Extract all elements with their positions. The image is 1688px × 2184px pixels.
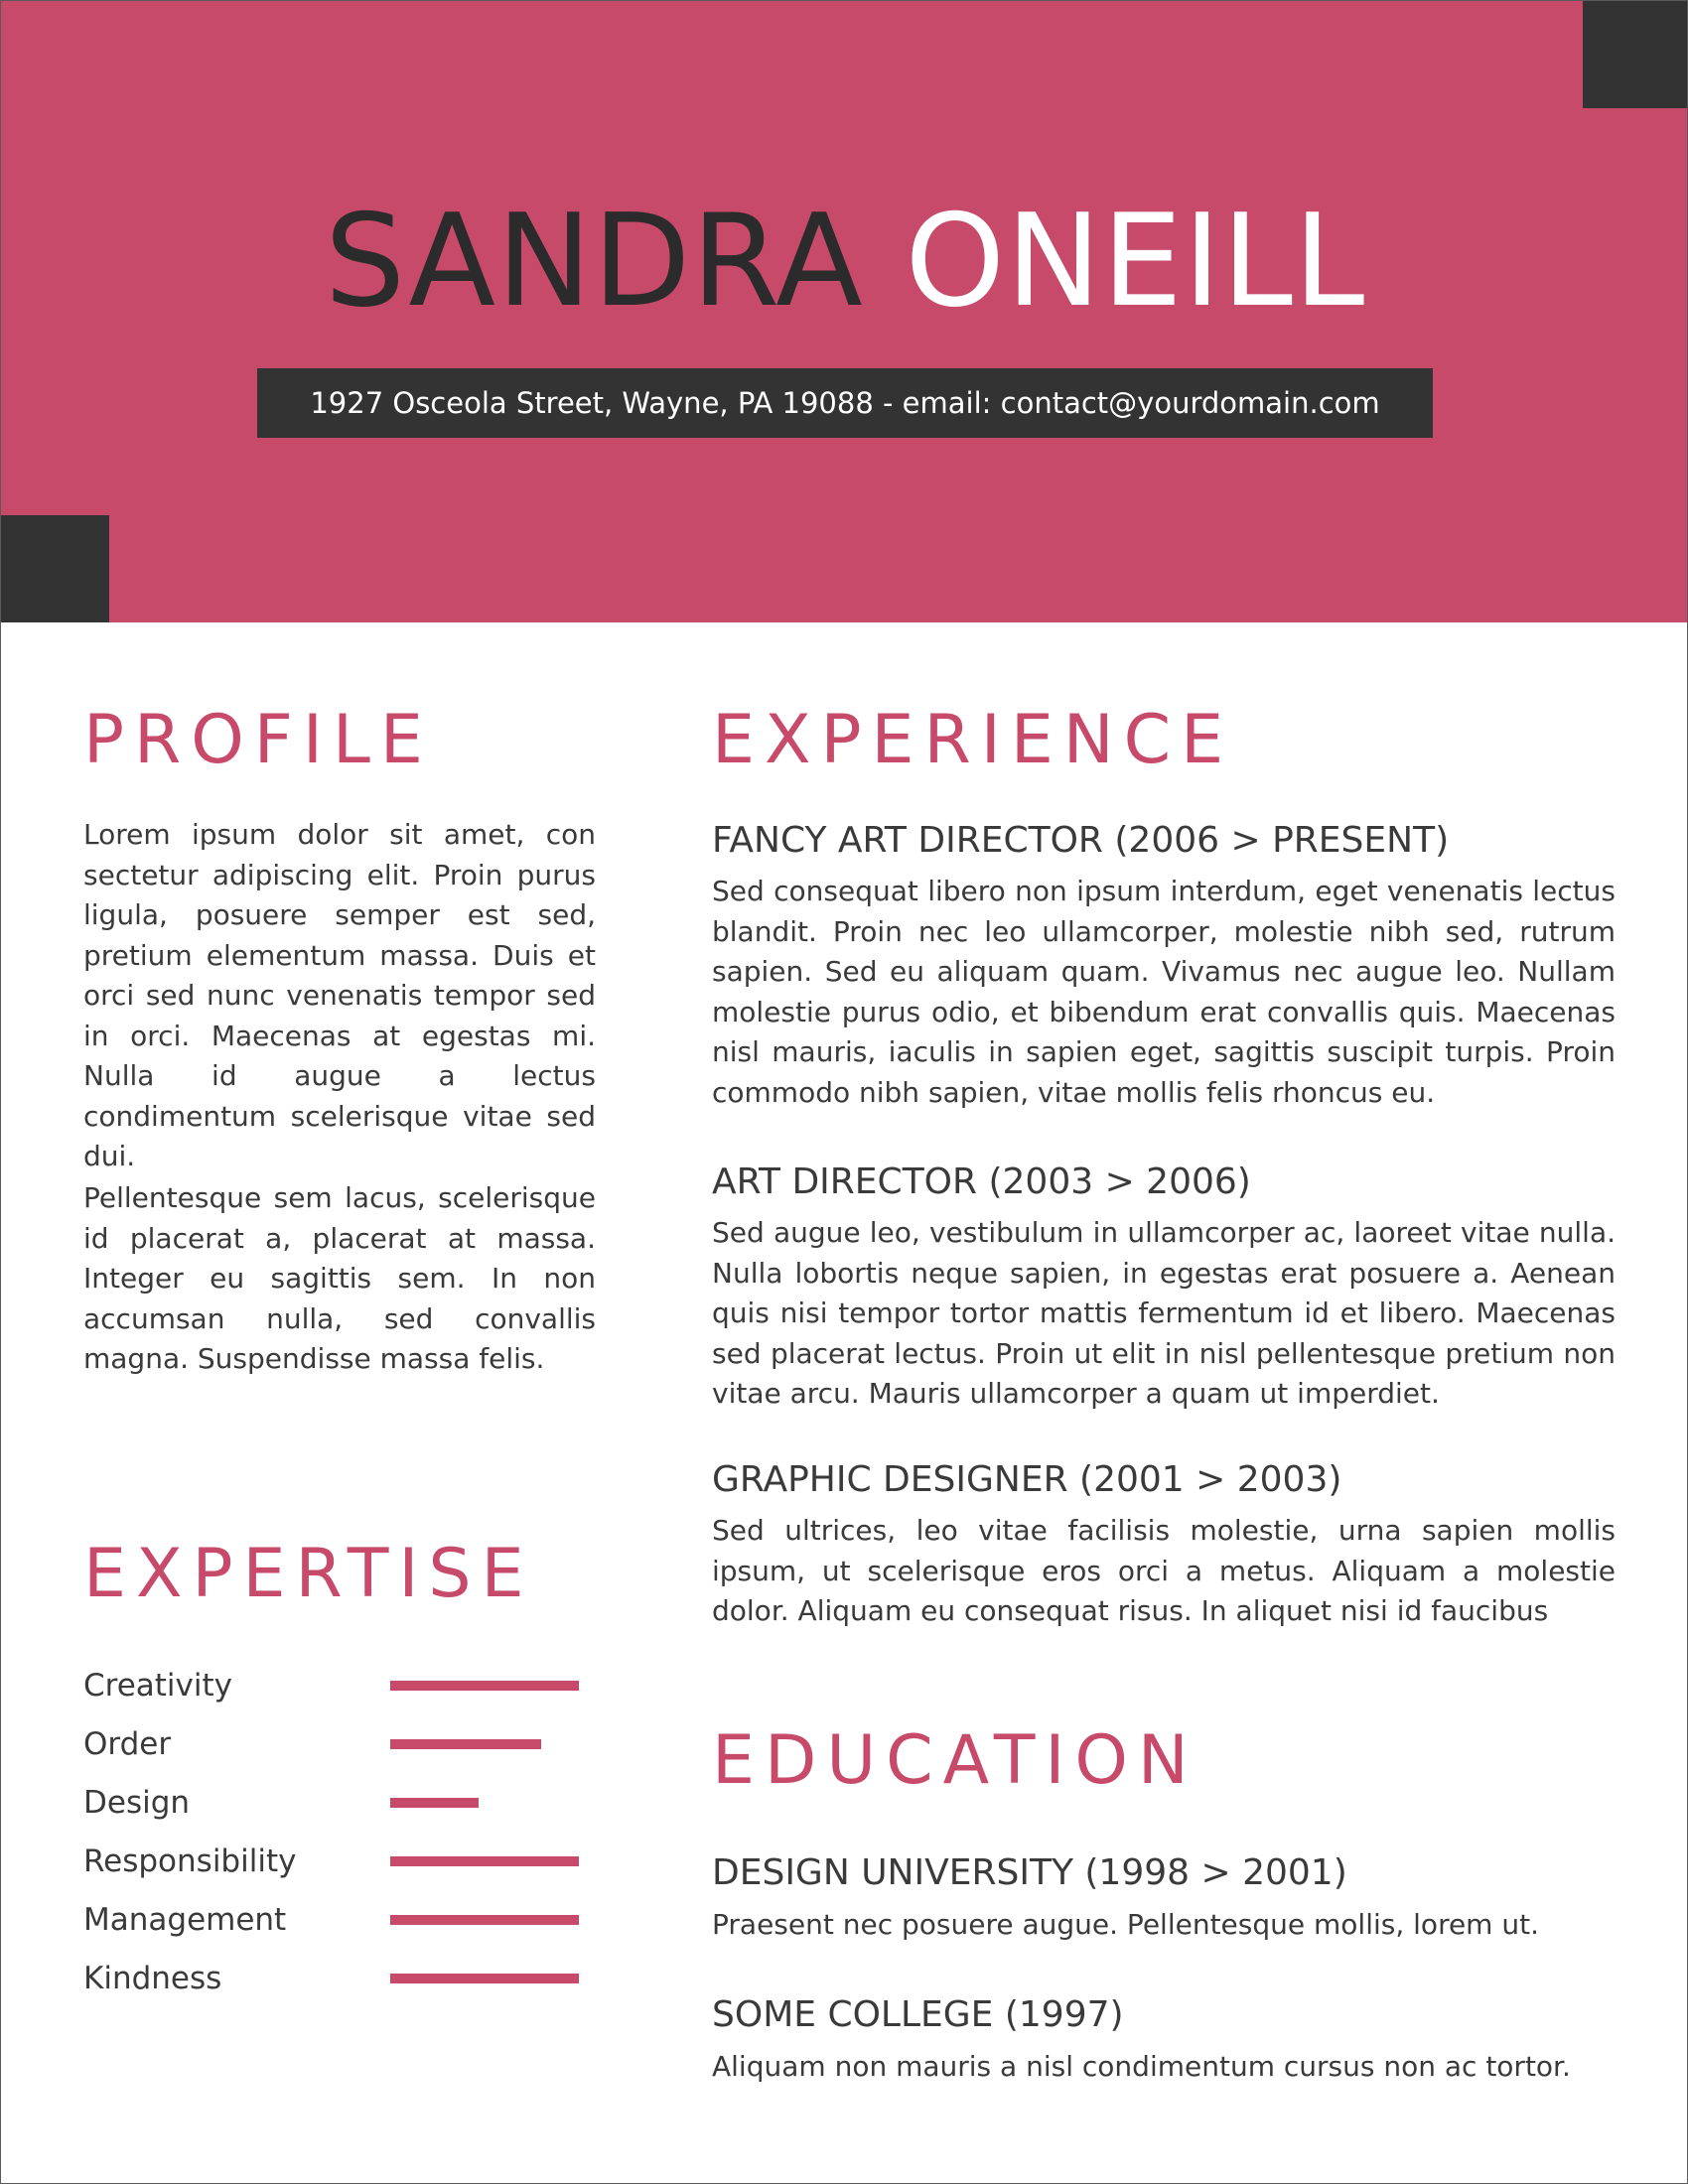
experience-title: EXPERIENCE: [712, 701, 1234, 779]
corner-block-top-right: [1583, 1, 1688, 108]
school-title: DESIGN UNIVERSITY (1998 > 2001): [712, 1852, 1347, 1893]
job-title: FANCY ART DIRECTOR (2006 > PRESENT): [712, 820, 1450, 861]
expertise-level-bar: [390, 1856, 579, 1866]
corner-block-bottom-left: [1, 515, 109, 622]
expertise-item: [83, 1893, 600, 1952]
expertise-level-bar: [390, 1739, 541, 1749]
job-title: ART DIRECTOR (2003 > 2006): [712, 1161, 1251, 1202]
job-description: Sed consequat libero non ipsum interdum, eget venenatis lectus blandit. Proin nec leo ullamcorper, molestie nibh sed, rutrum sapien. Sed eu aliquam quam. Vivamus nec augue leo. Nullam molestie purus odio, et bibendum erat convallis quis. Maecenas nisl mauris, iaculis in sapien eget, sagittis suscipit turpis. Proin commodo nibh sapien, vitae mollis felis rhoncus eu.: [712, 875, 1616, 1109]
profile-paragraph-2: Pellentesque sem lacus, scelerisque id placerat a, placerat at massa. Integer eu sagittis sem. In non accumsan nulla, sed convallis magna. Suspendisse massa felis.: [83, 1181, 596, 1375]
expertise-level-bar: [390, 1681, 579, 1691]
last-name: ONEILL: [905, 188, 1366, 336]
expertise-label: Design: [83, 1785, 191, 1821]
expertise-level-bar: [390, 1915, 579, 1925]
expertise-item: [83, 1776, 600, 1835]
expertise-item: [83, 1659, 600, 1717]
expertise-label: Management: [83, 1902, 287, 1938]
expertise-label: Creativity: [83, 1668, 233, 1704]
expertise-item: [83, 1835, 600, 1893]
expertise-level-bar: [390, 1974, 579, 1983]
expertise-label: Responsibility: [83, 1843, 297, 1879]
profile-title: PROFILE: [83, 701, 433, 779]
job-description: Sed ultrices, leo vitae facilisis molestie, urna sapien mollis ipsum, ut scelerisque eros orci a metus. Aliquam a molestie dolor. Aliquam eu consequat risus. In aliquet nisi id faucibus: [712, 1514, 1616, 1627]
header-banner: [1, 1, 1688, 622]
expertise-label: Kindness: [83, 1961, 222, 1996]
job-title: GRAPHIC DESIGNER (2001 > 2003): [712, 1459, 1342, 1500]
candidate-name: [1, 188, 1688, 337]
school-description: Praesent nec posuere augue. Pellentesque mollis, lorem ut.: [712, 1908, 1539, 1941]
profile-paragraph-1: Lorem ipsum dolor sit amet, con sectetur adipiscing elit. Proin purus ligula, posuere semper est sed, pretium elementum massa. Duis et orci sed nunc venenatis tempor sed in orci. Maecenas at egestas mi. Nulla id augue a lectus condimentum scelerisque vitae sed dui.: [83, 818, 596, 1172]
job-description: Sed augue leo, vestibulum in ullamcorper ac, laoreet vitae nulla. Nulla lobortis neque sapien, in egestas erat posuere a. Aenean quis nisi tempor tortor mattis fermentum id et libero. Maecenas sed placerat lectus. Proin ut elit in nisl pellentesque pretium non vitae arcu. Mauris ullamcorper a quam ut imperdiet.: [712, 1216, 1616, 1410]
first-name: SANDRA: [324, 188, 864, 336]
school-title: SOME COLLEGE (1997): [712, 1994, 1124, 2035]
expertise-list: [83, 1659, 600, 2010]
contact-bar: 1927 Osceola Street, Wayne, PA 19088 - email: contact@yourdomain.com: [257, 368, 1433, 438]
expertise-item: [83, 1717, 600, 1776]
expertise-level-bar: [390, 1798, 479, 1808]
education-title: EDUCATION: [712, 1721, 1198, 1800]
school-description: Aliquam non mauris a nisl condimentum cursus non ac tortor.: [712, 2050, 1571, 2083]
expertise-label: Order: [83, 1726, 172, 1762]
expertise-item: [83, 1952, 600, 2010]
expertise-title: EXPERTISE: [83, 1535, 534, 1613]
